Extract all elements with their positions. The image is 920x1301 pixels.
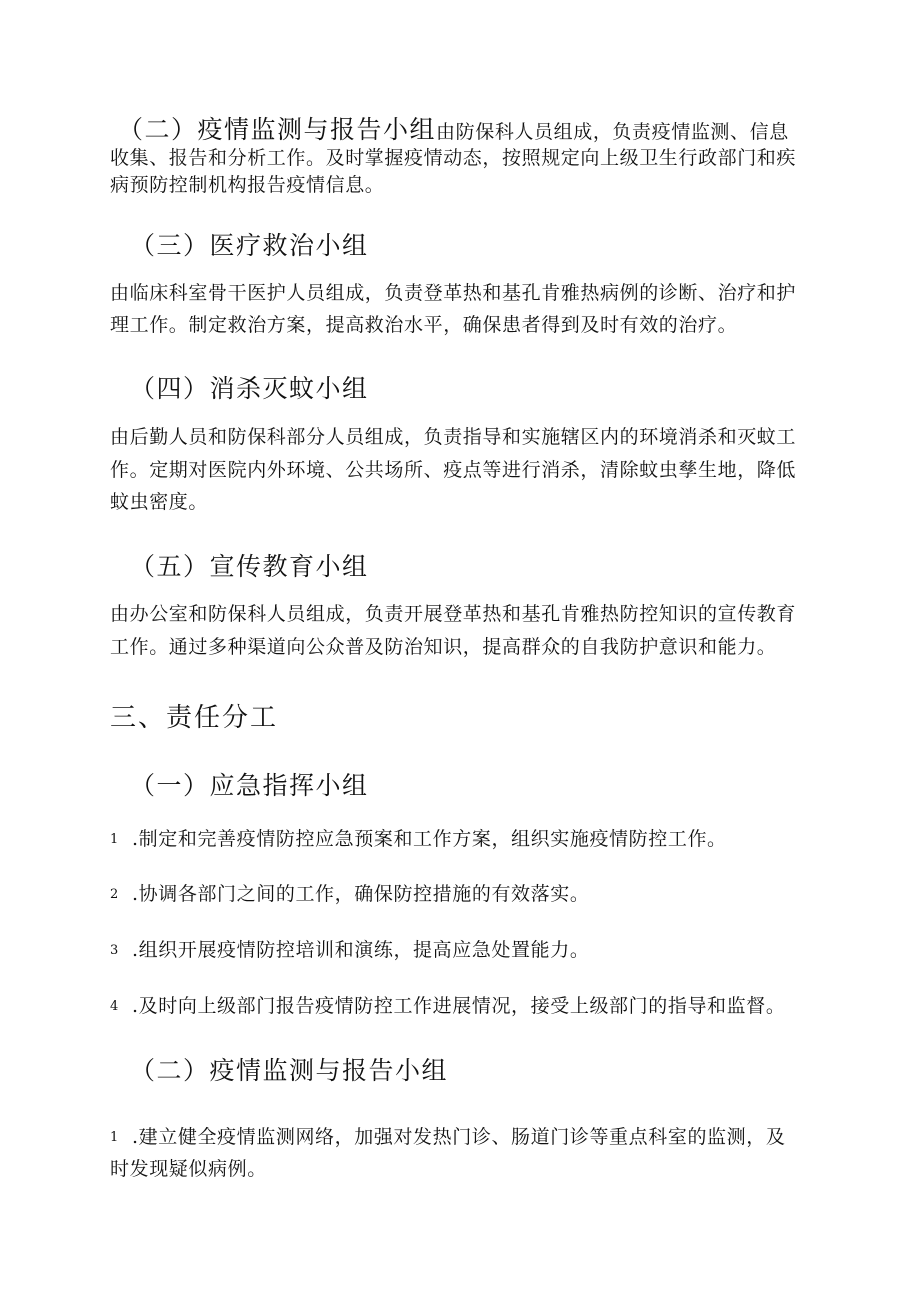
heading-resp-group1: （一）应急指挥小组 [130,771,369,800]
resp-group1-item-3 [110,935,589,962]
paragraph-group4-line3: 蚊虫密度。 [110,491,209,513]
item-text: .及时向上级部门报告疫情防控工作进展情况，接受上级部门的指导和监督。 [132,995,786,1017]
paragraph-group3-line1: 由临床科室骨干医护人员组成，负责登革热和基孔肯雅热病例的诊断、治疗和护 [110,282,797,304]
heading-group5: （五）宣传教育小组 [130,552,369,581]
item-text: .制定和完善疫情防控应急预案和工作方案，组织实施疫情防控工作。 [132,828,727,850]
paragraph-group2-line2: 收集、报告和分析工作。及时掌握疫情动态，按照规定向上级卫生行政部门和疾 [110,147,797,169]
item-number: 4 [110,999,119,1014]
item-text: .协调各部门之间的工作，确保防控措施的有效落实。 [132,883,590,905]
heading-group2-inline: （二）疫情监测与报告小组 [118,115,437,144]
item-text: .组织开展疫情防控培训和演练，提高应急处置能力。 [132,939,590,961]
paragraph-group2-line1 [118,110,789,146]
item-number: 3 [110,943,119,958]
resp-group2-item-1-cont: 时发现疑似病例。 [110,1158,267,1180]
group2-line1-text: 由防保科人员组成，负责疫情监测、信息 [436,121,789,143]
heading-part3: 三、责任分工 [110,703,279,733]
item-number: 2 [110,887,119,902]
paragraph-group5-line1: 由办公室和防保科人员组成，负责开展登革热和基孔肯雅热防控知识的宣传教育 [110,603,797,625]
paragraph-group3-line2: 理工作。制定救治方案，提高救治水平，确保患者得到及时有效的治疗。 [110,314,738,336]
heading-group3: （三）医疗救治小组 [130,231,369,260]
paragraph-group5-line2: 工作。通过多种渠道向公众普及防治知识，提高群众的自我防护意识和能力。 [110,636,777,658]
item-number: 1 [110,1130,119,1145]
item-number: 1 [110,832,119,847]
heading-group4: （四）消杀灭蚊小组 [130,374,369,403]
paragraph-group2-line3: 病预防控制机构报告疫情信息。 [110,174,385,196]
item-text: .建立健全疫情监测网络，加强对发热门诊、肠道门诊等重点科室的监测，及 [132,1126,786,1148]
paragraph-group4-line2: 作。定期对医院内外环境、公共场所、疫点等进行消杀，清除蚊虫孳生地，降低 [110,459,797,481]
heading-resp-group2: （二）疫情监测与报告小组 [130,1056,449,1085]
resp-group1-item-2 [110,879,589,906]
resp-group2-item-1 [110,1122,785,1149]
resp-group1-item-4 [110,991,785,1018]
resp-group1-item-1 [110,824,727,851]
paragraph-group4-line1: 由后勤人员和防保科部分人员组成，负责指导和实施辖区内的环境消杀和灭蚊工 [110,426,797,448]
